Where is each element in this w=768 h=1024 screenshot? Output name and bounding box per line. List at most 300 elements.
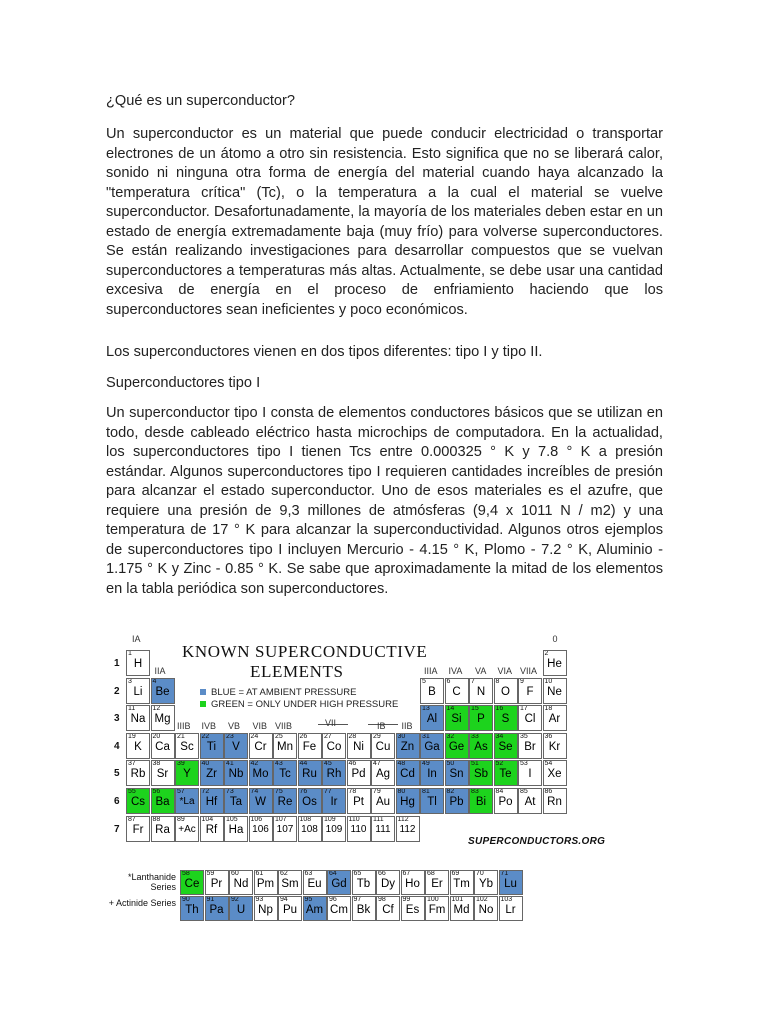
element-symbol: Nb — [228, 768, 244, 781]
element-symbol: Ga — [424, 740, 440, 753]
section-heading: Superconductores tipo I — [106, 375, 261, 391]
period-label: 2 — [114, 685, 120, 697]
element-number: 107 — [275, 815, 287, 823]
element-symbol: Re — [277, 796, 293, 808]
element-cell-38 — [151, 760, 175, 786]
element-number: 22 — [201, 732, 210, 740]
element-cell-108 — [298, 816, 322, 842]
element-cell-87 — [126, 816, 150, 842]
element-symbol: Sn — [449, 768, 464, 781]
element-cell-20 — [151, 733, 175, 759]
element-cell-34 — [494, 733, 518, 759]
element-cell-23 — [224, 733, 248, 759]
element-number: 9 — [520, 677, 524, 685]
figure-title-line1: KNOWN SUPERCONDUCTIVE — [182, 642, 428, 661]
element-number: 75 — [275, 788, 283, 795]
element-number: 104 — [201, 815, 214, 823]
element-symbol: Ni — [353, 740, 364, 753]
element-cell-73 — [224, 788, 248, 814]
element-symbol: Np — [258, 904, 273, 916]
element-cell-12 — [151, 705, 175, 731]
element-number: 109 — [324, 815, 336, 823]
element-symbol: B — [428, 685, 436, 698]
element-cell-109 — [322, 816, 346, 842]
actinide-cell-97 — [352, 896, 376, 921]
element-cell-51 — [469, 760, 493, 786]
element-cell-82 — [445, 788, 469, 814]
element-number: 91 — [206, 896, 215, 903]
element-cell-107 — [273, 816, 297, 842]
element-symbol: H — [133, 658, 143, 670]
element-symbol: O — [501, 685, 510, 698]
element-symbol: Ca — [155, 740, 170, 753]
element-number: 111 — [373, 815, 384, 823]
group-label-viib: VIIB — [275, 721, 293, 731]
element-symbol: In — [427, 768, 437, 781]
element-number: 95 — [304, 896, 313, 903]
element-number: 51 — [471, 760, 479, 768]
element-cell-15 — [469, 705, 493, 731]
element-cell-37 — [126, 760, 150, 786]
element-number: 66 — [378, 870, 386, 877]
element-cell-105 — [224, 816, 248, 842]
element-cell-54 — [543, 760, 567, 786]
element-number: 83 — [471, 788, 479, 795]
element-symbol: Fm — [428, 904, 446, 916]
element-cell-29 — [371, 733, 395, 759]
element-number: 90 — [182, 896, 190, 903]
element-symbol: Mg — [154, 713, 171, 726]
element-number: 28 — [348, 732, 357, 740]
lanthanide-cell-59 — [205, 870, 229, 895]
element-symbol: Br — [524, 740, 536, 753]
element-number: 2 — [544, 650, 549, 657]
element-number: 44 — [299, 760, 308, 768]
element-symbol: At — [524, 796, 536, 808]
element-number: 13 — [422, 705, 430, 713]
element-symbol: Y — [183, 768, 191, 781]
element-cell-53 — [518, 760, 542, 786]
page-heading: ¿Qué es un superconductor? — [106, 93, 296, 109]
group-label-ia: IA — [132, 634, 141, 644]
element-symbol: Pu — [282, 904, 298, 916]
actinide-cell-91 — [205, 896, 229, 921]
element-symbol: W — [255, 796, 266, 808]
element-number: 46 — [348, 760, 357, 768]
element-cell-77 — [322, 788, 346, 814]
element-number: 1 — [128, 650, 132, 657]
element-symbol: U — [236, 904, 246, 916]
element-number: 7 — [471, 677, 475, 685]
element-number: 98 — [378, 896, 386, 903]
element-symbol: He — [547, 658, 562, 670]
period-label: 5 — [114, 768, 120, 780]
group-label-va: VA — [475, 666, 487, 676]
element-symbol: 108 — [301, 823, 318, 835]
legend-blue — [200, 687, 356, 698]
element-symbol: Cs — [130, 796, 146, 808]
element-number: 21 — [177, 732, 185, 740]
element-number: 53 — [520, 760, 528, 768]
element-number: 31 — [422, 732, 430, 740]
element-number: 55 — [128, 788, 136, 795]
element-symbol: Bk — [356, 904, 371, 916]
element-number: 88 — [152, 815, 161, 823]
element-symbol: As — [474, 740, 488, 753]
element-symbol: Tb — [356, 878, 371, 890]
element-symbol: Co — [326, 740, 342, 753]
element-symbol: Ha — [228, 823, 244, 836]
element-number: 84 — [495, 788, 504, 795]
element-number: 112 — [397, 815, 409, 823]
element-number: 93 — [255, 896, 264, 903]
element-cell-41 — [224, 760, 248, 786]
element-symbol: 107 — [276, 823, 294, 835]
legend-blue-swatch — [200, 689, 206, 695]
group-label-via: VIA — [497, 666, 513, 676]
element-symbol: Ag — [375, 768, 391, 781]
paragraph-intro: Un superconductor es un material que puede conducir electricidad o transportar electrones de un átomo a otro sin resistencia. Esto significa que no se liberará calor, sonido ni ninguna otra forma de energía del material cuando haya alcanzado la "temperatura crítica" (Tc), o la temperatura a la cual el material se vuelve superconductor. Desafortunadamente, la mayoría de los materiales deben estar en un estado de energía extremadamente baja (muy frío) para volverse superconductores. Se están realizando investigaciones para desarrollar compuestos que se vuelvan superconductores a temperaturas más altas. Actualmente, se debe usar una cantidad excesiva de energía en el proceso de enfriamiento haciendo que los superconductores sean ineficientes y poco económicos. — [106, 126, 663, 318]
element-number: 42 — [250, 760, 259, 768]
element-number: 27 — [324, 732, 332, 740]
paragraph-type-one: Un superconductor tipo I consta de elementos conductores básicos que se utilizan en todo, desde cableado eléctrico hasta microchips de computadora. En la actualidad, los superconductores tipo I tienen Tcs entre 0.000325 ° K y 7.8 ° K a presión estándar. Algunos superconductores tipo I requieren cantidades increíbles de presión para alcanzar el estado superconductor. Uno de esos materiales es el azufre, que requiere una presión de 9,3 millones de atmósferas (9,4 x 1011 N / m2) y una temperatura de 17 ° K para alcanzar la superconductividad. Algunos otros ejemplos de superconductores tipo I incluyen Mercurio - 4.15 ° K, Plomo - 7.2 ° K, Aluminio - 1.175 ° K y Zinc - 0.85 ° K. Se sabe que aproximadamente la mitad de los elementos en la tabla periódica son superconductores. — [106, 405, 663, 597]
element-cell-25 — [273, 733, 297, 759]
element-number: 69 — [451, 870, 460, 877]
element-number: 38 — [152, 760, 161, 768]
element-symbol: Cl — [524, 713, 536, 726]
element-cell-56 — [151, 788, 175, 814]
element-cell-80 — [396, 788, 420, 814]
element-symbol: Zr — [206, 768, 217, 781]
element-symbol: No — [478, 904, 494, 916]
element-number: 54 — [544, 760, 553, 768]
element-cell-4 — [151, 678, 175, 704]
element-symbol: K — [134, 740, 142, 753]
element-cell-49 — [420, 760, 444, 786]
actinide-cell-94 — [278, 896, 302, 921]
element-number: 89 — [177, 815, 185, 823]
element-symbol: Hf — [205, 796, 218, 808]
element-number: 40 — [201, 760, 210, 768]
element-symbol: Tc — [279, 768, 291, 781]
element-symbol: Yb — [478, 878, 494, 890]
element-cell-106 — [249, 816, 273, 842]
element-number: 70 — [476, 870, 484, 877]
element-cell-110 — [347, 816, 371, 842]
element-number: 94 — [280, 896, 288, 903]
element-cell-74 — [249, 788, 273, 814]
element-number: 58 — [182, 870, 190, 877]
element-number: 32 — [446, 732, 455, 740]
period-label: 7 — [114, 823, 120, 835]
element-cell-8 — [494, 678, 518, 704]
lanthanide-cell-58 — [180, 870, 204, 895]
element-symbol: Sb — [473, 768, 489, 781]
group-label-vii: VII — [325, 718, 337, 728]
element-symbol: Pm — [256, 878, 275, 890]
element-symbol: Th — [185, 904, 199, 916]
element-symbol: Sc — [180, 740, 194, 753]
element-number: 62 — [280, 870, 288, 877]
element-symbol: Al — [426, 713, 438, 726]
element-symbol: Cr — [254, 740, 267, 753]
element-cell-57 — [175, 788, 199, 814]
lanthanide-cell-64 — [327, 870, 351, 895]
element-number: 29 — [373, 732, 381, 740]
element-cell-2 — [543, 650, 567, 676]
actinide-cell-100 — [425, 896, 449, 921]
element-number: 82 — [446, 788, 455, 795]
element-cell-24 — [249, 733, 273, 759]
element-cell-112 — [396, 816, 420, 842]
element-symbol: Tl — [427, 796, 437, 808]
group-label-0: 0 — [552, 634, 558, 644]
element-cell-72 — [200, 788, 224, 814]
element-cell-22 — [200, 733, 224, 759]
element-cell-78 — [347, 788, 371, 814]
element-cell-31 — [420, 733, 444, 759]
element-number: 72 — [201, 788, 210, 795]
element-symbol: Cm — [330, 904, 348, 916]
element-symbol: Au — [375, 796, 391, 808]
element-cell-10 — [543, 678, 567, 704]
element-cell-27 — [322, 733, 346, 759]
element-number: 103 — [500, 896, 513, 903]
element-number: 87 — [128, 815, 136, 823]
element-cell-79 — [371, 788, 395, 814]
element-symbol: Ir — [330, 796, 338, 808]
element-symbol: Nd — [233, 878, 249, 890]
element-number: 23 — [226, 732, 234, 740]
element-cell-33 — [469, 733, 493, 759]
element-symbol: *La — [179, 796, 195, 807]
element-number: 86 — [544, 788, 553, 795]
element-cell-30 — [396, 733, 420, 759]
lanthanide-cell-61 — [254, 870, 278, 895]
element-symbol: Li — [133, 685, 143, 698]
group-label-vib: VIB — [252, 721, 268, 731]
element-number: 43 — [275, 760, 283, 768]
element-symbol: Ra — [155, 823, 170, 836]
element-symbol: 106 — [252, 823, 269, 835]
element-number: 80 — [397, 788, 406, 795]
element-number: 57 — [177, 788, 185, 795]
paragraph-types: Los superconductores vienen en dos tipos diferentes: tipo I y tipo II. — [106, 344, 543, 360]
group-label-iib: IIB — [401, 721, 413, 731]
element-symbol: Es — [405, 904, 420, 916]
element-number: 97 — [353, 896, 362, 903]
element-number: 3 — [128, 677, 132, 685]
element-number: 6 — [446, 677, 451, 685]
element-symbol: I — [528, 768, 532, 781]
element-number: 71 — [500, 870, 509, 877]
element-number: 12 — [152, 705, 161, 713]
element-number: 4 — [152, 677, 157, 685]
element-symbol: Er — [431, 878, 443, 890]
element-symbol: +Ac — [178, 823, 196, 835]
element-symbol: Xe — [547, 768, 562, 781]
element-number: 41 — [226, 760, 234, 768]
element-number: 96 — [329, 896, 337, 903]
element-number: 63 — [304, 870, 313, 877]
element-cell-17 — [518, 705, 542, 731]
lanthanide-cell-70 — [474, 870, 498, 895]
element-cell-39 — [175, 760, 199, 786]
element-symbol: V — [232, 740, 240, 753]
element-symbol: 109 — [325, 823, 343, 835]
element-number: 100 — [427, 896, 439, 903]
element-symbol: Os — [302, 796, 317, 808]
element-symbol: Ti — [206, 740, 217, 753]
element-number: 101 — [451, 896, 464, 903]
element-symbol: F — [526, 685, 534, 698]
element-number: 48 — [397, 760, 406, 768]
element-number: 99 — [402, 896, 411, 903]
element-symbol: 110 — [350, 823, 367, 835]
element-number: 73 — [226, 788, 234, 795]
element-cell-46 — [347, 760, 371, 786]
actinide-cell-90 — [180, 896, 204, 921]
element-number: 10 — [544, 677, 553, 685]
element-symbol: Fr — [132, 823, 144, 836]
element-number: 25 — [275, 732, 283, 740]
legend-blue-label: BLUE = AT AMBIENT PRESSURE — [211, 687, 357, 698]
element-cell-88 — [151, 816, 175, 842]
element-symbol: Bi — [475, 796, 487, 808]
element-cell-13 — [420, 705, 444, 731]
element-cell-11 — [126, 705, 150, 731]
element-number: 14 — [446, 705, 455, 713]
periodic-table-figure — [110, 632, 630, 932]
element-symbol: Rb — [130, 768, 146, 781]
element-symbol: Pa — [209, 904, 224, 916]
element-number: 65 — [353, 870, 362, 877]
element-cell-44 — [298, 760, 322, 786]
element-cell-89 — [175, 816, 199, 842]
legend-green — [200, 699, 398, 710]
actinide-cell-103 — [499, 896, 523, 921]
element-symbol: Lr — [505, 904, 516, 916]
element-symbol: Se — [498, 740, 513, 753]
element-number: 77 — [324, 788, 332, 795]
element-number: 8 — [495, 677, 500, 685]
element-symbol: Lu — [504, 878, 517, 890]
element-symbol: Cu — [375, 740, 391, 753]
element-cell-50 — [445, 760, 469, 786]
lanthanide-cell-67 — [401, 870, 425, 895]
lanthanide-cell-65 — [352, 870, 376, 895]
element-symbol: Na — [130, 713, 146, 726]
element-number: 79 — [373, 788, 381, 795]
element-symbol: Po — [498, 796, 513, 808]
element-cell-26 — [298, 733, 322, 759]
element-cell-16 — [494, 705, 518, 731]
element-cell-18 — [543, 705, 567, 731]
lanthanide-cell-71 — [499, 870, 523, 895]
element-cell-7 — [469, 678, 493, 704]
group-label-vb: VB — [228, 721, 241, 731]
element-number: 26 — [299, 732, 308, 740]
element-symbol: Cf — [382, 904, 394, 916]
lanthanide-cell-63 — [303, 870, 327, 895]
element-number: 105 — [226, 815, 238, 823]
period-label: 3 — [114, 713, 120, 725]
element-number: 56 — [152, 788, 161, 795]
element-number: 106 — [250, 815, 263, 823]
element-cell-85 — [518, 788, 542, 814]
actinide-cell-93 — [254, 896, 278, 921]
element-symbol: Pb — [449, 796, 464, 808]
element-number: 16 — [495, 705, 504, 713]
element-number: 108 — [299, 815, 312, 823]
element-symbol: Rn — [547, 796, 562, 808]
element-cell-6 — [445, 678, 469, 704]
lanthanide-cell-62 — [278, 870, 302, 895]
group-label-iiia: IIIA — [424, 666, 438, 676]
element-symbol: Eu — [307, 878, 322, 890]
group-label-iiib: IIIB — [177, 721, 191, 731]
legend-green-swatch — [200, 701, 206, 707]
element-symbol: Sr — [156, 768, 169, 781]
actinide-cell-99 — [401, 896, 425, 921]
element-cell-35 — [518, 733, 542, 759]
element-symbol: S — [501, 713, 510, 726]
element-symbol: 111 — [375, 823, 391, 835]
element-symbol: Te — [499, 768, 512, 781]
element-number: 39 — [177, 760, 185, 768]
lanthanide-cell-68 — [425, 870, 449, 895]
element-cell-19 — [126, 733, 150, 759]
element-symbol: Dy — [380, 878, 396, 890]
element-number: 52 — [495, 760, 504, 768]
element-cell-43 — [273, 760, 297, 786]
element-cell-76 — [298, 788, 322, 814]
lanthanide-cell-60 — [229, 870, 253, 895]
element-number: 78 — [348, 788, 357, 795]
actinide-cell-96 — [327, 896, 351, 921]
group-label-iia: IIA — [154, 666, 166, 676]
element-number: 61 — [255, 870, 264, 877]
element-cell-3 — [126, 678, 150, 704]
element-number: 81 — [422, 788, 430, 795]
element-number: 37 — [128, 760, 136, 768]
element-symbol: Gd — [331, 878, 347, 890]
element-cell-28 — [347, 733, 371, 759]
element-symbol: C — [452, 685, 461, 698]
element-cell-40 — [200, 760, 224, 786]
element-number: 30 — [397, 732, 406, 740]
element-symbol: Zn — [400, 740, 415, 753]
source-footer: SUPERCONDUCTORS.ORG — [468, 836, 606, 847]
element-cell-86 — [543, 788, 567, 814]
element-symbol: Pt — [353, 796, 364, 808]
group-label-ib: IB — [377, 721, 386, 731]
element-symbol: Mn — [277, 740, 293, 753]
element-symbol: Rf — [205, 823, 218, 836]
element-symbol: Mo — [252, 768, 269, 781]
element-number: 35 — [520, 732, 528, 740]
element-number: 17 — [520, 705, 528, 713]
element-cell-36 — [543, 733, 567, 759]
element-number: 60 — [231, 870, 239, 877]
element-cell-14 — [445, 705, 469, 731]
element-number: 20 — [152, 732, 161, 740]
element-symbol: Ta — [229, 796, 243, 808]
element-number: 19 — [128, 732, 136, 740]
group-label-ivb: IVB — [201, 721, 217, 731]
element-number: 67 — [402, 870, 411, 877]
element-number: 24 — [250, 732, 259, 740]
